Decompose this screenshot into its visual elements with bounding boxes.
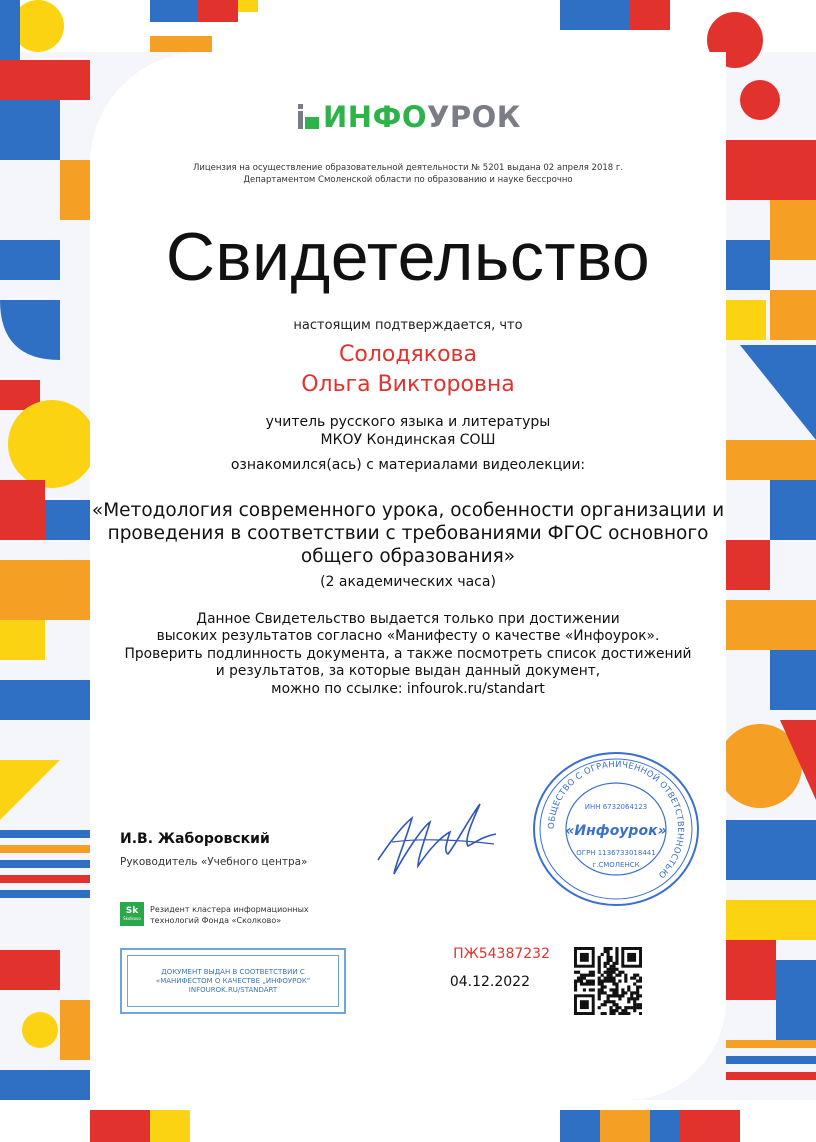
skolkovo-logo	[120, 902, 144, 926]
skolkovo-line: технологий Фонда «Сколково»	[150, 916, 282, 925]
infourok-logo	[0, 100, 816, 134]
recipient-given-name: Ольга Викторовна	[301, 372, 515, 397]
company-seal	[530, 749, 702, 909]
course-hours: (2 академических часа)	[320, 574, 496, 590]
note-line: можно по ссылке: infourok.ru/standart	[271, 680, 545, 697]
seal-city: г.СМОЛЕНСК	[592, 861, 640, 869]
course-line: проведения в соответствии с требованиями ФГОС основного	[107, 523, 709, 544]
note-line: Данное Свидетельство выдается только при достижении	[196, 611, 620, 627]
i-mark-icon	[295, 102, 321, 132]
stamp-line: «МАНИФЕСТОМ О КАЧЕСТВЕ „ИНФОУРОК"	[155, 976, 311, 985]
course-title	[0, 499, 816, 568]
note-line: и результатов, за которые выдан данный документ,	[215, 663, 601, 680]
signer-name: И.В. Жаборовский	[120, 831, 270, 847]
logo-word-gray: УРОК	[426, 100, 521, 134]
license-line: Лицензия на осуществление образовательной деятельности № 5201 выдана 02 апреля 2018 г.	[192, 163, 624, 173]
certificate-date: 04.12.2022	[449, 974, 530, 990]
recipient-name	[0, 340, 816, 400]
manifest-stamp	[120, 948, 346, 1014]
seal-inn: ИНН 6732064123	[584, 803, 648, 811]
note-line: Проверить подлинность документа, а также посмотреть список достижений	[124, 645, 692, 662]
skolkovo-badge-small: Skolkovo	[123, 916, 141, 921]
confirm-text: настоящим подтверждается, что	[293, 318, 523, 333]
seal-ring-text: ОБЩЕСТВО С ОГРАНИЧЕННОЙ ОТВЕТСТВЕННОСТЬЮ	[546, 759, 686, 880]
signature-icon	[372, 782, 502, 882]
logo-word-green: ИНФО	[323, 100, 427, 134]
recipient-surname: Солодякова	[339, 342, 477, 367]
verification-note	[0, 611, 816, 698]
course-line: «Методология современного урока, особенности организации и	[91, 500, 725, 521]
position-line: МКОУ Кондинская СОШ	[320, 432, 496, 448]
license-text	[0, 162, 816, 186]
skolkovo-text	[150, 904, 360, 926]
course-line: общего образования»	[300, 546, 516, 567]
license-line: Департаментом Смоленской области по образованию и науке бессрочно	[243, 175, 573, 185]
seal-ogrn: ОГРН 1136733018441	[576, 849, 656, 857]
skolkovo-line: Резидент кластера информационных	[150, 905, 309, 914]
qr-code-icon	[574, 947, 642, 1015]
seal-center: «Инфоурок»	[565, 823, 667, 839]
certificate-number: ПЖ54387232	[453, 946, 550, 962]
stamp-line: INFOUROK.RU/STANDART	[188, 985, 278, 994]
document-title: Свидетельство	[165, 219, 651, 295]
stamp-line: ДОКУМЕНТ ВЫДАН В СООТВЕТСТВИИ С	[161, 967, 305, 976]
note-line: высоких результатов согласно «Манифесту о качестве «Инфоурок».	[156, 628, 660, 645]
position-line: учитель русского языка и литературы	[265, 414, 551, 430]
signer-role: Руководитель «Учебного центра»	[120, 856, 308, 868]
recipient-position	[0, 413, 816, 449]
action-text: ознакомился(ась) с материалами видеолекции:	[230, 457, 586, 473]
skolkovo-badge: Sk	[125, 906, 139, 916]
